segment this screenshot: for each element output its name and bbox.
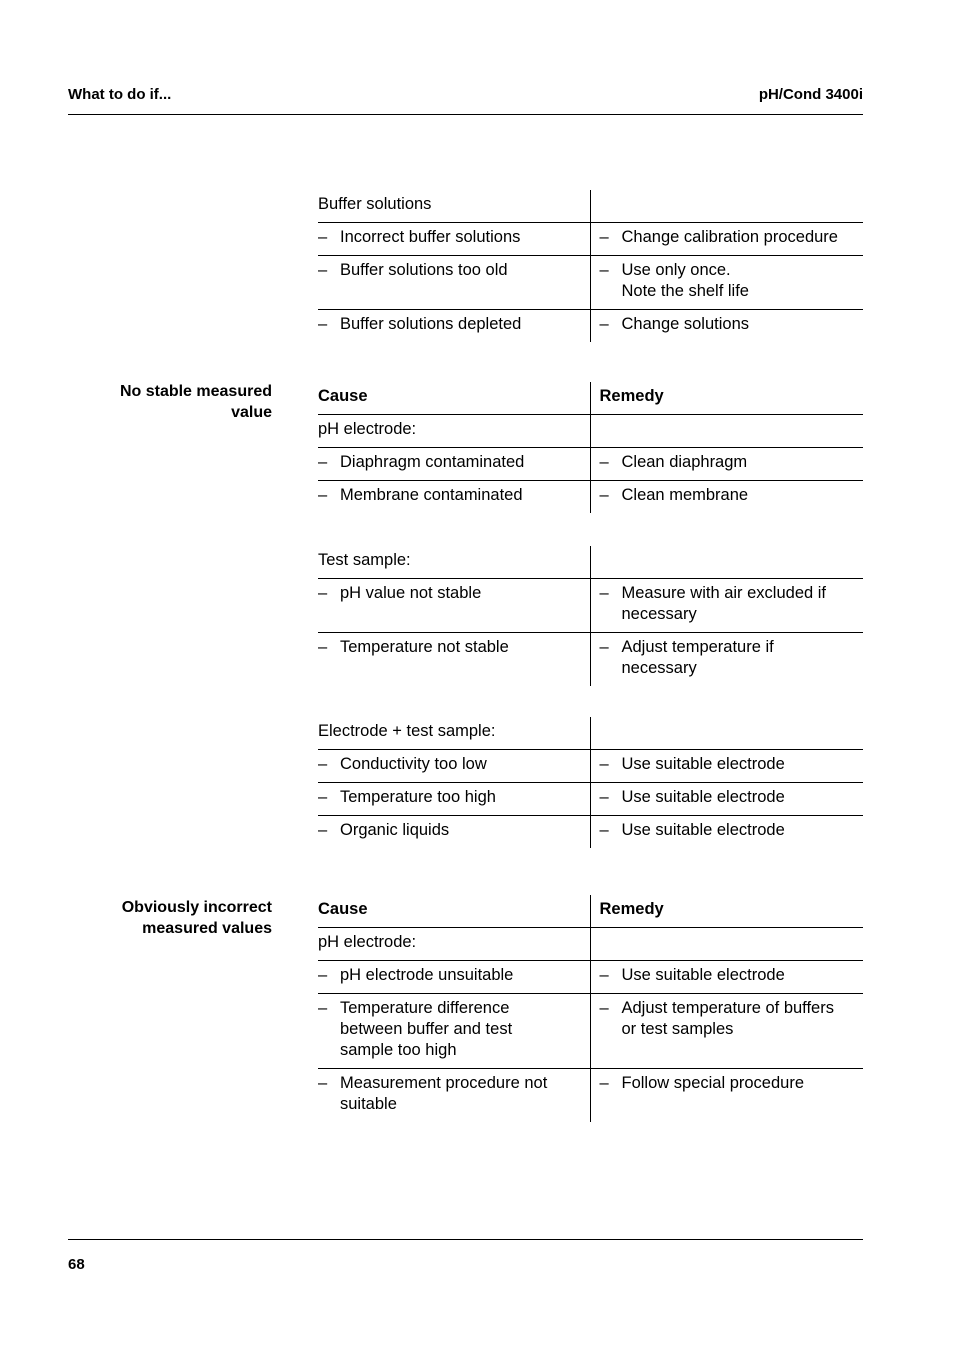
remedy-cell — [590, 223, 863, 256]
cause-cell — [318, 448, 590, 481]
group-row — [318, 546, 863, 579]
cause-cell — [318, 994, 590, 1069]
cause-cell — [318, 816, 590, 849]
bullet-dash: – — [599, 453, 609, 471]
bullet-dash: – — [318, 453, 328, 471]
item-line: Temperature not stable — [340, 638, 509, 656]
cause-cell — [318, 1069, 590, 1123]
cause-item — [318, 1073, 580, 1115]
label-line: value — [231, 404, 272, 421]
item-line: necessary — [621, 605, 697, 623]
group-label — [318, 928, 590, 961]
table-row — [318, 1069, 863, 1123]
cause-item — [318, 820, 580, 841]
item-line: Change calibration procedure — [621, 228, 838, 246]
bullet-dash: – — [318, 999, 328, 1017]
cause-header — [318, 895, 590, 928]
group-row — [318, 190, 863, 223]
label-line: Obviously incorrect — [121, 899, 272, 916]
group-label-text: pH electrode: — [318, 420, 417, 438]
remedy-item — [600, 227, 864, 248]
bullet-dash: – — [599, 1074, 609, 1092]
cause-cell — [318, 256, 590, 310]
table-row — [318, 448, 863, 481]
remedy-item — [600, 787, 864, 808]
cause-cell — [318, 481, 590, 514]
remedy-cell — [590, 256, 863, 310]
table-row — [318, 750, 863, 783]
cause-item — [318, 998, 580, 1061]
bullet-dash: – — [318, 638, 328, 656]
cause-item — [318, 754, 580, 775]
group-label-text: Test sample: — [318, 551, 411, 569]
remedy-header-text: Remedy — [599, 387, 664, 405]
bullet-dash: – — [318, 584, 328, 602]
remedy-cell — [590, 481, 863, 514]
item-line: Use suitable electrode — [621, 821, 785, 839]
remedy-item — [600, 965, 864, 986]
footer-rule — [68, 1239, 863, 1240]
no-stable-test-sample-table — [318, 546, 863, 686]
remedy-item — [600, 314, 864, 335]
group-remedy-empty — [590, 928, 863, 961]
cause-item — [318, 485, 580, 506]
group-label-text: Buffer solutions — [318, 195, 432, 213]
group-row — [318, 928, 863, 961]
remedy-item — [600, 583, 864, 625]
group-label — [318, 415, 590, 448]
remedy-header-text: Remedy — [599, 900, 664, 918]
item-line: Measurement procedure not — [340, 1074, 548, 1092]
group-label — [318, 717, 590, 750]
cause-item — [318, 637, 580, 658]
cause-header — [318, 382, 590, 415]
group-label-text: pH electrode: — [318, 933, 417, 951]
table-row — [318, 961, 863, 994]
group-label-text: Electrode + test sample: — [318, 722, 496, 740]
group-label — [318, 190, 590, 223]
bullet-dash: – — [318, 788, 328, 806]
table-row — [318, 223, 863, 256]
item-line: Clean diaphragm — [621, 453, 748, 471]
table-row — [318, 633, 863, 687]
item-line: Buffer solutions too old — [340, 261, 508, 279]
label-line: No stable measured — [119, 383, 272, 400]
running-header-product: pH/Cond 3400i — [758, 86, 863, 103]
cause-item — [318, 314, 580, 335]
no-stable-electrode-test-sample-table — [318, 717, 863, 848]
remedy-item — [600, 260, 864, 302]
bullet-dash: – — [318, 228, 328, 246]
cause-item — [318, 452, 580, 473]
item-line: Measure with air excluded if — [621, 584, 827, 602]
remedy-item — [600, 452, 864, 473]
cause-item — [318, 260, 580, 281]
remedy-cell — [590, 750, 863, 783]
table-row — [318, 481, 863, 514]
bullet-dash: – — [318, 755, 328, 773]
remedy-cell — [590, 783, 863, 816]
remedy-item — [600, 820, 864, 841]
remedy-header — [590, 895, 863, 928]
item-line: Conductivity too low — [340, 755, 487, 773]
table-row — [318, 579, 863, 633]
item-line: Note the shelf life — [621, 282, 749, 300]
remedy-cell — [590, 1069, 863, 1123]
item-line: Buffer solutions depleted — [340, 315, 522, 333]
item-line: sample too high — [340, 1041, 457, 1059]
cause-item — [318, 227, 580, 248]
bullet-dash: – — [599, 486, 609, 504]
item-line: Use suitable electrode — [621, 966, 785, 984]
bullet-dash: – — [599, 821, 609, 839]
bullet-dash: – — [318, 1074, 328, 1092]
item-line: between buffer and test — [340, 1020, 513, 1038]
remedy-item — [600, 637, 864, 679]
cause-cell — [318, 750, 590, 783]
bullet-dash: – — [599, 999, 609, 1017]
remedy-item — [600, 1073, 864, 1094]
buffer-solutions-table — [318, 190, 863, 342]
item-line: Adjust temperature of buffers — [621, 999, 834, 1017]
no-stable-ph-electrode-table — [318, 382, 863, 513]
cause-item — [318, 583, 580, 604]
no-stable-measured-value-label — [60, 381, 272, 423]
bullet-dash: – — [599, 755, 609, 773]
item-line: suitable — [340, 1095, 397, 1113]
item-line: Clean membrane — [621, 486, 749, 504]
cause-item — [318, 965, 580, 986]
item-line: Organic liquids — [340, 821, 450, 839]
cause-cell — [318, 579, 590, 633]
bullet-dash: – — [599, 261, 609, 279]
remedy-cell — [590, 448, 863, 481]
header-rule — [68, 114, 863, 115]
cause-cell — [318, 633, 590, 687]
group-remedy-empty — [590, 546, 863, 579]
item-line: Follow special procedure — [621, 1074, 805, 1092]
item-line: Temperature too high — [340, 788, 496, 806]
column-header-row — [318, 895, 863, 928]
cause-item — [318, 787, 580, 808]
bullet-dash: – — [599, 966, 609, 984]
remedy-cell — [590, 579, 863, 633]
item-line: Incorrect buffer solutions — [340, 228, 521, 246]
group-row — [318, 415, 863, 448]
table-row — [318, 310, 863, 343]
remedy-item — [600, 754, 864, 775]
remedy-item — [600, 485, 864, 506]
item-line: Adjust temperature if — [621, 638, 774, 656]
obviously-incorrect-values-label — [60, 897, 272, 939]
bullet-dash: – — [318, 315, 328, 333]
bullet-dash: – — [599, 315, 609, 333]
remedy-cell — [590, 961, 863, 994]
group-row — [318, 717, 863, 750]
incorrect-ph-electrode-table — [318, 895, 863, 1122]
remedy-header — [590, 382, 863, 415]
bullet-dash: – — [318, 261, 328, 279]
item-line: Diaphragm contaminated — [340, 453, 525, 471]
remedy-cell — [590, 633, 863, 687]
bullet-dash: – — [599, 638, 609, 656]
item-line: Membrane contaminated — [340, 486, 523, 504]
item-line: or test samples — [621, 1020, 734, 1038]
table-row — [318, 816, 863, 849]
item-line: pH value not stable — [340, 584, 482, 602]
running-header-title: What to do if... — [68, 86, 172, 103]
page-number: 68 — [68, 1256, 85, 1273]
item-line: pH electrode unsuitable — [340, 966, 514, 984]
item-line: Change solutions — [621, 315, 750, 333]
cause-header-text: Cause — [318, 387, 368, 405]
group-remedy-empty — [590, 415, 863, 448]
table-row — [318, 256, 863, 310]
cause-cell — [318, 310, 590, 343]
item-line: Use suitable electrode — [621, 788, 785, 806]
item-line: necessary — [621, 659, 697, 677]
cause-header-text: Cause — [318, 900, 368, 918]
column-header-row — [318, 382, 863, 415]
table-row — [318, 783, 863, 816]
cause-cell — [318, 783, 590, 816]
remedy-cell — [590, 310, 863, 343]
item-line: Use only once. — [621, 261, 731, 279]
bullet-dash: – — [318, 966, 328, 984]
cause-cell — [318, 223, 590, 256]
bullet-dash: – — [599, 584, 609, 602]
bullet-dash: – — [599, 788, 609, 806]
bullet-dash: – — [318, 486, 328, 504]
item-line: Temperature difference — [340, 999, 510, 1017]
bullet-dash: – — [318, 821, 328, 839]
label-line: measured values — [142, 920, 272, 937]
group-label — [318, 546, 590, 579]
group-remedy-empty — [590, 717, 863, 750]
remedy-cell — [590, 994, 863, 1069]
group-remedy-empty — [590, 190, 863, 223]
bullet-dash: – — [599, 228, 609, 246]
item-line: Use suitable electrode — [621, 755, 785, 773]
remedy-item — [600, 998, 864, 1040]
table-row — [318, 994, 863, 1069]
remedy-cell — [590, 816, 863, 849]
cause-cell — [318, 961, 590, 994]
